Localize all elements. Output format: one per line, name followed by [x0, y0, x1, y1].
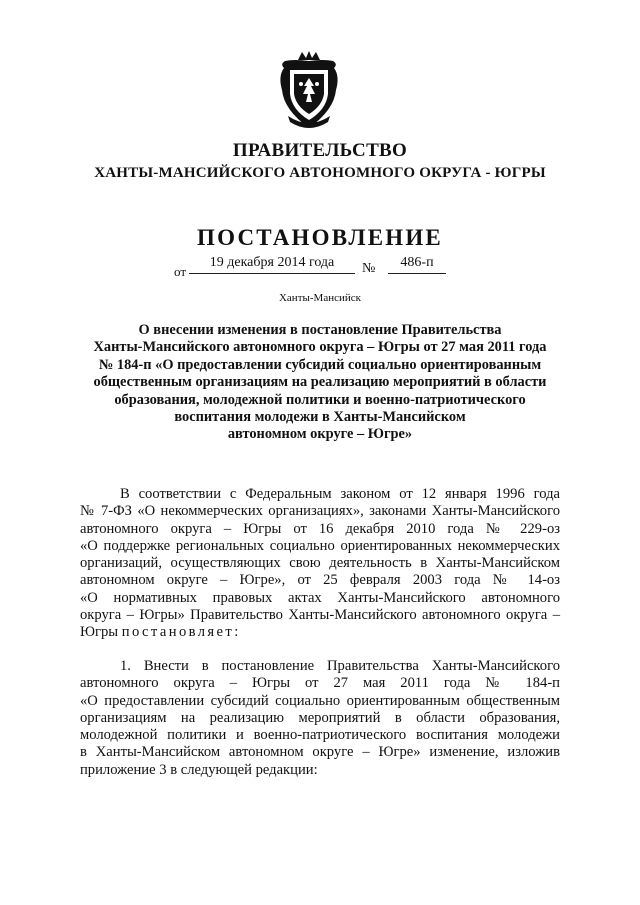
date-number-line	[0, 256, 640, 282]
subject-line: Ханты-Мансийского автономного округа – Югры от 27 мая 2011 года	[93, 339, 547, 356]
paragraph-line: № 7-ФЗ «О некоммерческих организациях», законами Ханты-Мансийского	[80, 503, 560, 520]
paragraph-line: «О нормативных правовых актах Ханты-Мансийского автономного	[80, 589, 560, 606]
subject-line: воспитания молодежи в Ханты-Мансийском	[174, 409, 466, 426]
document-number: 486-п	[388, 256, 446, 274]
paragraph-line: молодежной политики и военно-патриотического воспитания молодежи	[80, 727, 560, 744]
subject-line: № 184-п «О предоставлении субсидий социально ориентированным	[98, 356, 542, 373]
paragraph-line: автономного округа – Югры от 16 декабря 2010 года № 229-оз	[80, 520, 560, 537]
paragraph-line: автономного округа – Югры от 27 мая 2011 года № 184-п	[80, 675, 560, 692]
document-subject	[60, 322, 580, 444]
coat-of-arms-icon	[276, 50, 342, 132]
paragraph-line: в Ханты-Мансийском автономном округе – Югре» изменение, изложив	[80, 744, 560, 761]
preamble-last-prefix: Югры	[80, 624, 119, 641]
government-region: ХАНТЫ-МАНСИЙСКОГО АВТОНОМНОГО ОКРУГА - ЮГРЫ	[94, 165, 546, 181]
subject-line: автономном округе – Югре»	[227, 426, 413, 443]
document-date: 19 декабря 2014 года	[189, 256, 355, 274]
subject-line: общественным организациям на реализацию мероприятий в области	[93, 374, 547, 391]
number-label: №	[362, 261, 376, 276]
subject-line: образования, молодежной политики и военно-патриотического	[114, 391, 526, 408]
from-label: от	[174, 264, 187, 279]
paragraph-line: автономном округе – Югре», от 25 февраля 2003 года № 14-оз	[80, 572, 560, 589]
paragraph-line: «О поддержке региональных социально ориентированных некоммерческих	[80, 537, 560, 554]
government-title: ПРАВИТЕЛЬСТВО	[232, 140, 408, 161]
paragraph-line: В соответствии с Федеральным законом от 12 января 1996 года	[120, 486, 560, 502]
preamble-paragraph	[80, 486, 560, 642]
paragraph-line: приложение 3 в следующей редакции:	[80, 761, 318, 778]
document-type: ПОСТАНОВЛЕНИЕ	[197, 225, 443, 250]
item-1-paragraph	[80, 658, 560, 779]
city: Ханты-Мансийск	[278, 292, 361, 304]
subject-line: О внесении изменения в постановление Правительства	[138, 322, 502, 338]
paragraph-line	[80, 624, 560, 641]
paragraph-line: организациям на реализацию мероприятий в области образования,	[80, 709, 560, 726]
paragraph-line: организаций, осуществляющих свою деятельность в Ханты-Мансийском	[80, 555, 560, 572]
paragraph-line: 1. Внести в постановление Правительства Ханты-Мансийского	[120, 658, 560, 674]
resolves-word: постановляет	[121, 624, 235, 641]
paragraph-line: округа – Югры» Правительство Ханты-Мансийского автономного округа –	[80, 607, 560, 624]
paragraph-line: «О предоставлении субсидий социально ориентированным общественным	[80, 692, 560, 709]
resolves-suffix: :	[234, 624, 239, 641]
